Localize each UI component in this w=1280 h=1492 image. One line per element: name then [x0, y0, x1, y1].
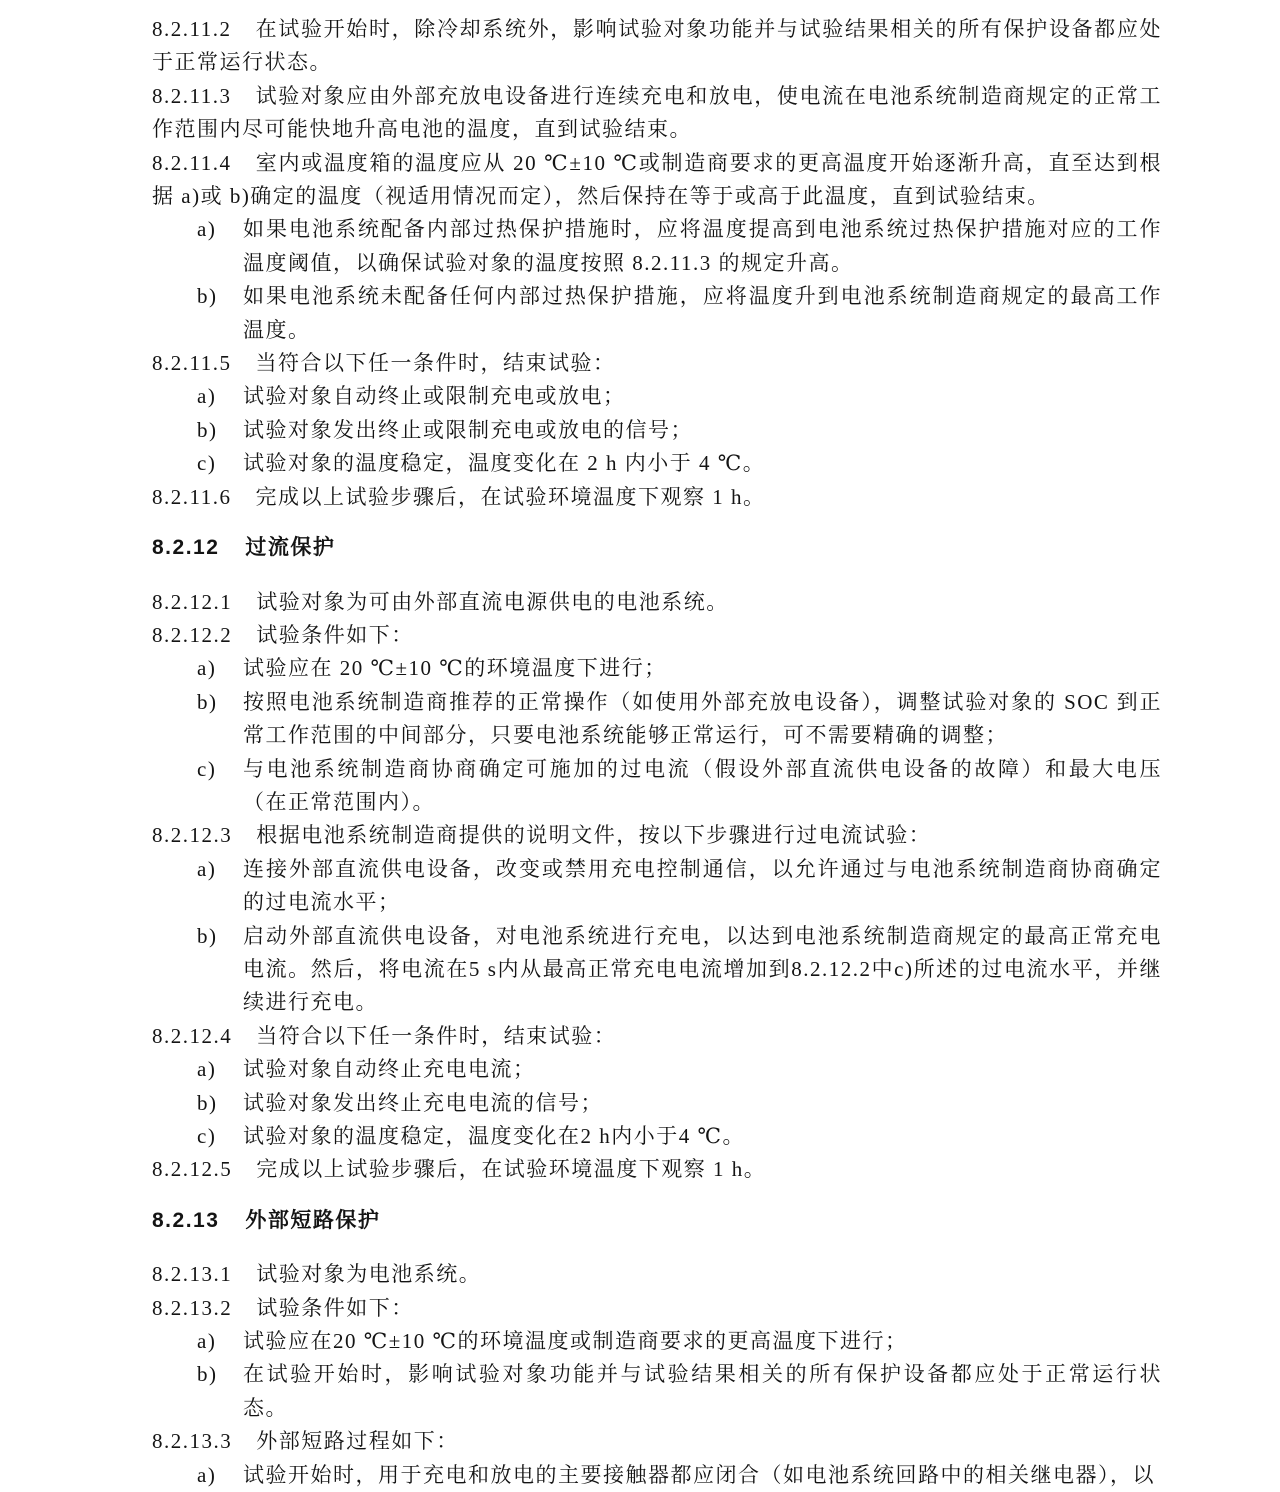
clause-text: 完成以上试验步骤后，在试验环境温度下观察 1 h。: [256, 1157, 767, 1182]
list-item: [152, 1459, 1162, 1492]
list-item: [152, 1325, 1162, 1358]
list-item-text: 启动外部直流供电设备，对电池系统进行充电，以达到电池系统制造商规定的最高正常充电电流。然后，将电流在5 s内从最高正常充电电流增加到8.2.12.2中c)所述的过电流水平，并继续进行充电。: [243, 923, 1162, 1015]
section-title: 过流保护: [245, 536, 336, 560]
list-item-text: 试验对象发出终止充电电流的信号；: [243, 1090, 603, 1115]
list-item-text: 试验对象的温度稳定，温度变化在2 h内小于4 ℃。: [243, 1124, 745, 1148]
list-item-letter: b): [197, 284, 218, 309]
list-item-text: 试验应在 20 ℃±10 ℃的环境温度下进行；: [243, 656, 667, 681]
clause-paragraph: [152, 1258, 1162, 1291]
list-item-letter: a): [197, 384, 217, 409]
document-content: [152, 13, 1162, 1492]
list-item-letter: b): [197, 923, 218, 948]
list-item: [152, 447, 1162, 480]
clause-number: 8.2.13.1: [152, 1262, 233, 1287]
clause-paragraph: [152, 347, 1162, 380]
clause-paragraph: [152, 1292, 1162, 1325]
clause-paragraph: [152, 80, 1162, 147]
clause-paragraph: [152, 619, 1162, 652]
list-item-letter: c): [197, 1124, 217, 1148]
section-heading: [152, 531, 1162, 564]
clause-paragraph: [152, 1153, 1162, 1186]
list-item-letter: c): [197, 756, 217, 781]
list-item-letter: a): [197, 1329, 217, 1354]
list-item: [152, 380, 1162, 413]
clause-text: 完成以上试验步骤后，在试验环境温度下观察 1 h。: [255, 484, 766, 509]
list-item: [152, 414, 1162, 447]
list-item-text: 试验对象自动终止或限制充电或放电；: [243, 384, 626, 409]
list-item-letter: a): [197, 856, 217, 881]
list-item: [152, 1087, 1162, 1120]
clause-number: 8.2.12.1: [152, 589, 233, 614]
list-item: [152, 280, 1162, 347]
section-number: 8.2.13: [152, 1208, 220, 1232]
list-item-letter: a): [197, 656, 217, 681]
list-item-text: 试验开始时，用于充电和放电的主要接触器都应闭合（如电池系统回路中的相关继电器），以: [243, 1462, 1155, 1487]
list-item-text: 试验应在20 ℃±10 ℃的环境温度或制造商要求的更高温度下进行；: [243, 1329, 908, 1354]
list-item-text: 试验对象发出终止或限制充电或放电的信号；: [243, 417, 693, 442]
list-item-letter: b): [197, 1090, 218, 1115]
clause-text: 室内或温度箱的温度应从 20 ℃±10 ℃或制造商要求的更高温度开始逐渐升高，直至达到根据 a)或 b)确定的温度（视适用情况而定），然后保持在等于或高于此温度，直到试验结束。: [152, 150, 1162, 209]
list-item-text: 如果电池系统配备内部过热保护措施时，应将温度提高到电池系统过热保护措施对应的工作温度阈值，以确保试验对象的温度按照 8.2.11.3 的规定升高。: [243, 217, 1162, 275]
clause-text: 在试验开始时，除冷却系统外，影响试验对象功能并与试验结果相关的所有保护设备都应处于正常运行状态。: [152, 17, 1162, 75]
clause-text: 试验对象应由外部充放电设备进行连续充电和放电，使电流在电池系统制造商规定的正常工作范围内尽可能快地升高电池的温度，直到试验结束。: [152, 83, 1162, 142]
list-item-letter: c): [197, 451, 217, 476]
list-item: [152, 1358, 1162, 1425]
clause-text: 外部短路过程如下：: [256, 1429, 459, 1454]
list-item-text: 按照电池系统制造商推荐的正常操作（如使用外部充放电设备），调整试验对象的 SOC 到正常工作范围的中间部分，只要电池系统能够正常运行，可不需要精确的调整；: [243, 689, 1162, 748]
clause-paragraph: [152, 481, 1162, 514]
clause-text: 当符合以下任一条件时，结束试验：: [255, 351, 616, 376]
clause-paragraph: [152, 586, 1162, 619]
list-item-letter: a): [197, 1462, 217, 1487]
clause-number: 8.2.12.3: [152, 823, 233, 848]
clause-number: 8.2.11.5: [152, 351, 232, 376]
clause-number: 8.2.12.4: [152, 1023, 233, 1048]
section-heading: [152, 1204, 1162, 1237]
clause-text: 试验对象为电池系统。: [256, 1262, 482, 1287]
clause-text: 当符合以下任一条件时，结束试验：: [256, 1023, 617, 1048]
clause-paragraph: [152, 1425, 1162, 1458]
clause-number: 8.2.11.3: [152, 83, 232, 108]
clause-number: 8.2.11.6: [152, 484, 232, 509]
list-item-text: 与电池系统制造商协商确定可施加的过电流（假设外部直流供电设备的故障）和最大电压（在正常范围内）。: [243, 756, 1162, 814]
list-item-letter: b): [197, 689, 218, 714]
clause-number: 8.2.12.2: [152, 622, 233, 647]
clause-number: 8.2.13.2: [152, 1295, 233, 1320]
clause-paragraph: [152, 147, 1162, 214]
list-item-text: 试验对象自动终止充电电流；: [243, 1057, 536, 1082]
clause-number: 8.2.12.5: [152, 1157, 233, 1182]
clause-number: 8.2.13.3: [152, 1429, 233, 1454]
list-item-text: 如果电池系统未配备任何内部过热保护措施，应将温度升到电池系统制造商规定的最高工作温度。: [243, 284, 1162, 342]
clause-number: 8.2.11.2: [152, 17, 232, 41]
list-item-letter: a): [197, 1057, 217, 1082]
list-item: [152, 920, 1162, 1020]
clause-paragraph: [152, 13, 1162, 80]
list-item: [152, 1053, 1162, 1086]
section-number: 8.2.12: [152, 536, 220, 560]
clause-number: 8.2.11.4: [152, 150, 232, 175]
list-item: [152, 213, 1162, 280]
list-item-text: 试验对象的温度稳定，温度变化在 2 h 内小于 4 ℃。: [243, 451, 766, 476]
list-item-text: 连接外部直流供电设备，改变或禁用充电控制通信，以允许通过与电池系统制造商协商确定的过电流水平；: [243, 856, 1162, 915]
list-item-letter: b): [197, 1362, 218, 1387]
list-item: [152, 652, 1162, 685]
list-item-letter: b): [197, 417, 218, 442]
list-item: [152, 1120, 1162, 1153]
list-item-text: 在试验开始时，影响试验对象功能并与试验结果相关的所有保护设备都应处于正常运行状态。: [243, 1362, 1162, 1420]
list-item-letter: a): [197, 217, 217, 242]
list-item: [152, 753, 1162, 820]
clause-text: 试验条件如下：: [256, 622, 414, 647]
list-item: [152, 686, 1162, 753]
list-item: [152, 853, 1162, 920]
clause-paragraph: [152, 1020, 1162, 1053]
clause-text: 试验条件如下：: [256, 1295, 414, 1320]
clause-text: 试验对象为可由外部直流电源供电的电池系统。: [256, 589, 729, 614]
section-title: 外部短路保护: [245, 1208, 381, 1232]
clause-text: 根据电池系统制造商提供的说明文件，按以下步骤进行过电流试验：: [256, 823, 932, 848]
clause-paragraph: [152, 819, 1162, 852]
